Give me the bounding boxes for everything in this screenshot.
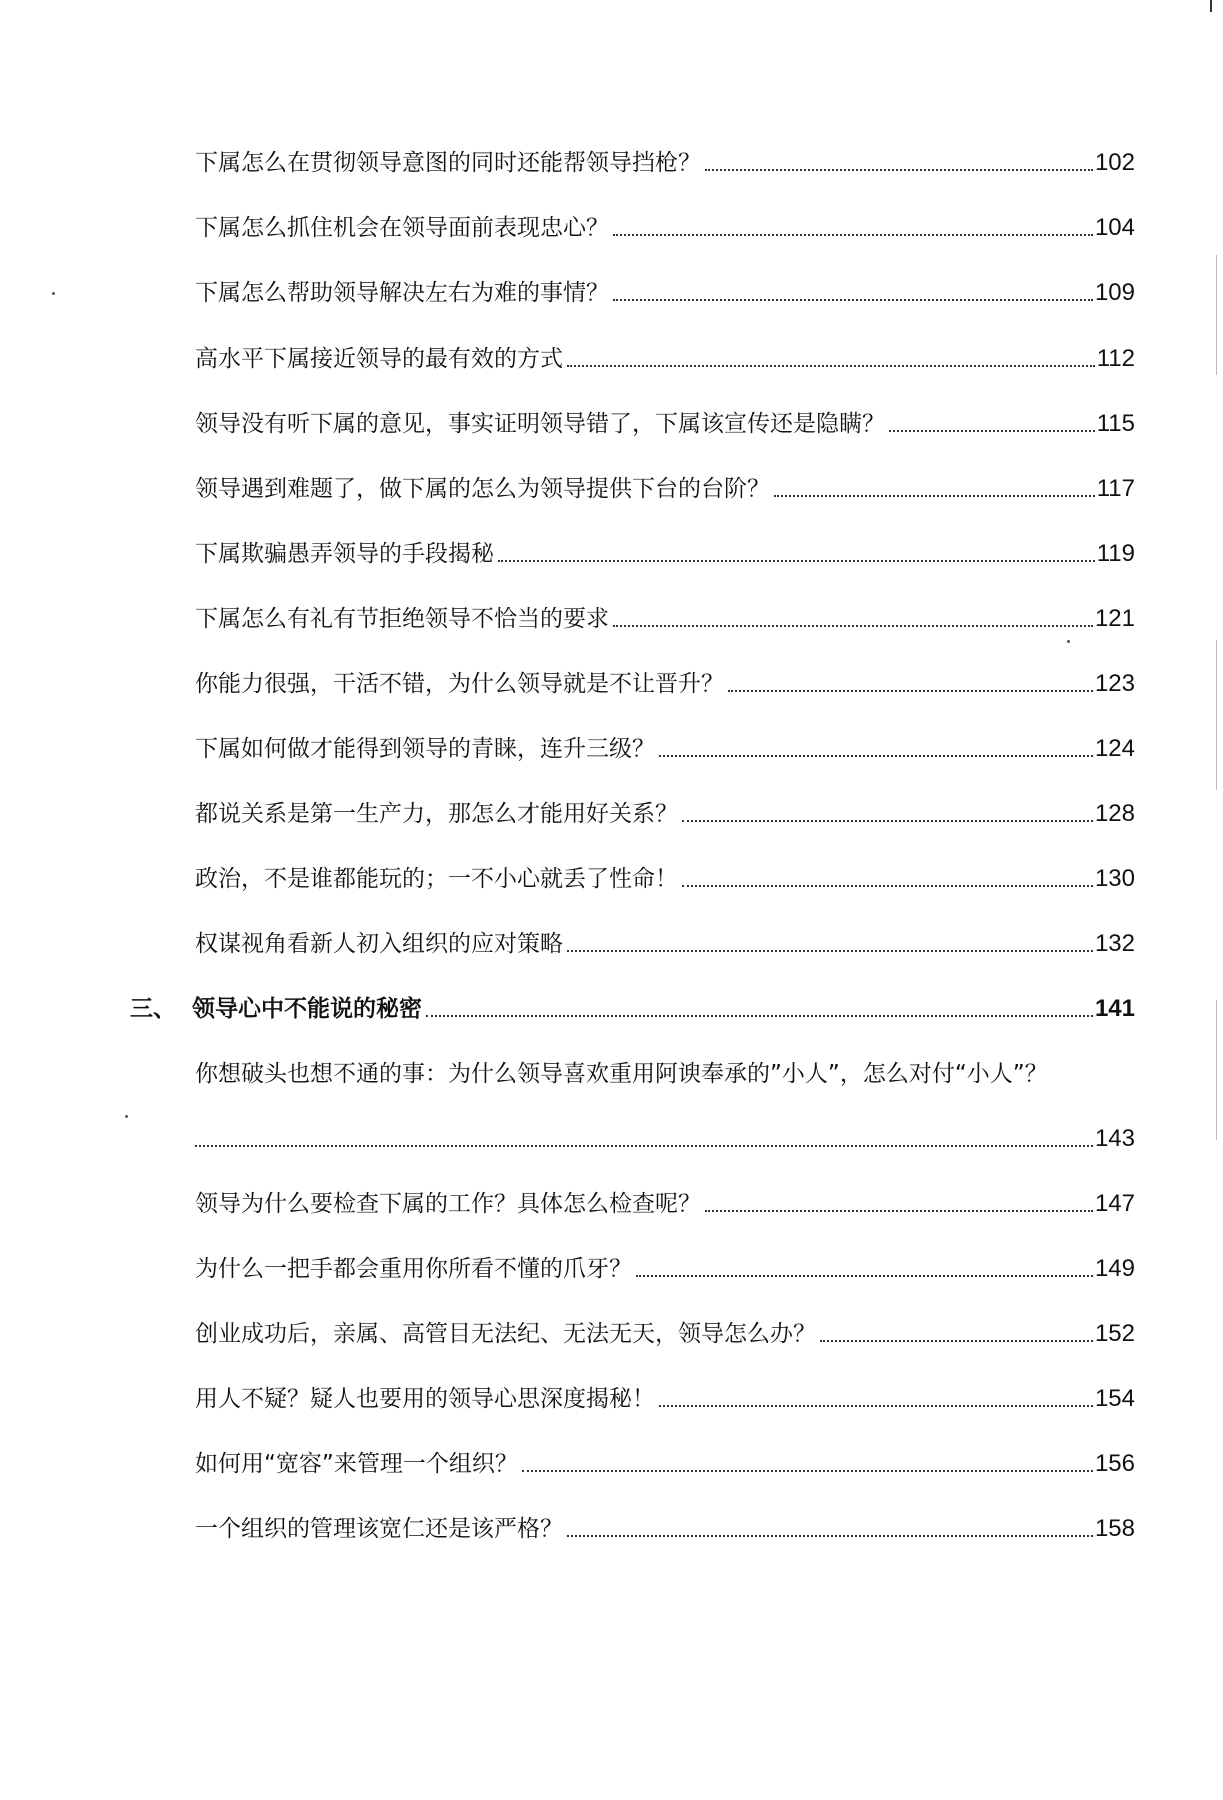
toc-entry-title: 领导没有听下属的意见，事实证明领导错了，下属该宣传还是隐瞒？ bbox=[195, 411, 885, 437]
toc-entry-page: 117 bbox=[1096, 475, 1135, 502]
dot-leader bbox=[659, 755, 1093, 757]
dot-leader bbox=[567, 1535, 1093, 1537]
section-number: 三、 bbox=[130, 996, 176, 1022]
toc-entry bbox=[195, 138, 1135, 178]
toc-entry-title: 下属怎么有礼有节拒绝领导不恰当的要求 bbox=[195, 606, 609, 632]
toc-entry-title: 高水平下属接近领导的最有效的方式 bbox=[195, 346, 563, 372]
scan-speck bbox=[125, 1115, 128, 1118]
dot-leader bbox=[498, 560, 1095, 562]
toc-entry bbox=[195, 659, 1135, 699]
toc-entry-title: 一个组织的管理该宽仁还是该严格？ bbox=[195, 1516, 563, 1542]
dot-leader bbox=[195, 1145, 1093, 1147]
dot-leader bbox=[705, 169, 1093, 171]
toc-entry-page: 121 bbox=[1094, 605, 1135, 632]
dot-leader bbox=[889, 430, 1095, 432]
toc-entry-title: 你想破头也想不通的事：为什么领导喜欢重用阿谀奉承的”小人”，怎么对付“小人”？ bbox=[195, 1061, 1048, 1087]
toc-entry-page: 156 bbox=[1094, 1450, 1135, 1477]
toc-entry-page: 152 bbox=[1094, 1320, 1135, 1347]
toc-entry bbox=[195, 268, 1135, 308]
toc-entry-page: 130 bbox=[1094, 865, 1135, 892]
toc-entry bbox=[195, 594, 1135, 634]
toc-entry-page: 149 bbox=[1094, 1255, 1135, 1282]
toc-entry-title: 领导遇到难题了，做下属的怎么为领导提供下台的台阶？ bbox=[195, 476, 770, 502]
toc-entry bbox=[195, 464, 1135, 504]
toc-entry-page: 147 bbox=[1094, 1190, 1135, 1217]
toc-entry-page: 158 bbox=[1094, 1515, 1135, 1542]
toc-section-heading bbox=[130, 984, 1135, 1024]
toc-entry-page: 143 bbox=[1094, 1125, 1135, 1152]
dot-leader bbox=[636, 1275, 1093, 1277]
scan-edge-line bbox=[1216, 640, 1217, 790]
toc-entry bbox=[195, 724, 1135, 764]
toc-entry-page: 128 bbox=[1094, 800, 1135, 827]
toc-entry-long bbox=[195, 1049, 1135, 1089]
toc-entry-page: 123 bbox=[1094, 670, 1135, 697]
toc-entry bbox=[195, 399, 1135, 439]
dot-leader bbox=[426, 1015, 1093, 1017]
toc-entry-page: 102 bbox=[1094, 149, 1135, 176]
toc-entry bbox=[195, 1374, 1135, 1414]
toc-entry-title: 都说关系是第一生产力，那怎么才能用好关系？ bbox=[195, 801, 678, 827]
dot-leader bbox=[774, 495, 1095, 497]
toc-entry bbox=[195, 1439, 1135, 1479]
dot-leader bbox=[522, 1470, 1093, 1472]
toc-entry-title: 权谋视角看新人初入组织的应对策略 bbox=[195, 931, 563, 957]
toc-entry-title: 你能力很强，干活不错，为什么领导就是不让晋升？ bbox=[195, 671, 724, 697]
toc-entry-title: 如何用“宽容”来管理一个组织？ bbox=[195, 1451, 518, 1477]
toc-entry-title: 下属怎么抓住机会在领导面前表现忠心？ bbox=[195, 215, 609, 241]
scan-speck bbox=[1067, 640, 1070, 643]
toc-entry-page: 112 bbox=[1096, 345, 1135, 372]
section-page: 141 bbox=[1094, 995, 1135, 1022]
toc-entry bbox=[195, 1244, 1135, 1284]
toc-entry bbox=[195, 789, 1135, 829]
scan-edge-line bbox=[1216, 1000, 1217, 1140]
toc-entry bbox=[195, 1504, 1135, 1544]
dot-leader bbox=[659, 1405, 1093, 1407]
dot-leader bbox=[682, 885, 1093, 887]
dot-leader bbox=[728, 690, 1093, 692]
toc-entry-title: 领导为什么要检查下属的工作？具体怎么检查呢？ bbox=[195, 1191, 701, 1217]
scan-speck bbox=[52, 292, 55, 295]
toc-entry bbox=[195, 334, 1135, 374]
toc-entry-title: 政治，不是谁都能玩的；一不小心就丢了性命！ bbox=[195, 866, 678, 892]
toc-entry-page: 115 bbox=[1096, 410, 1135, 437]
toc-entry bbox=[195, 919, 1135, 959]
toc-entry-title: 为什么一把手都会重用你所看不懂的爪牙？ bbox=[195, 1256, 632, 1282]
toc-entry-title: 用人不疑？疑人也要用的领导心思深度揭秘！ bbox=[195, 1386, 655, 1412]
toc-entry-page: 109 bbox=[1094, 279, 1135, 306]
toc-entry bbox=[195, 854, 1135, 894]
dot-leader bbox=[613, 234, 1093, 236]
scan-edge-line bbox=[1216, 255, 1217, 375]
toc-entry-page: 132 bbox=[1094, 930, 1135, 957]
toc-entry-title: 下属怎么在贯彻领导意图的同时还能帮领导挡枪？ bbox=[195, 150, 701, 176]
toc-entry bbox=[195, 529, 1135, 569]
toc-entry-title: 下属如何做才能得到领导的青睐，连升三级？ bbox=[195, 736, 655, 762]
toc-entry bbox=[195, 1179, 1135, 1219]
dot-leader bbox=[567, 365, 1095, 367]
dot-leader bbox=[705, 1210, 1093, 1212]
scan-edge-mark bbox=[1210, 0, 1212, 12]
dot-leader bbox=[567, 950, 1093, 952]
toc-entry-title: 下属欺骗愚弄领导的手段揭秘 bbox=[195, 541, 494, 567]
toc-entry-page: 119 bbox=[1096, 540, 1135, 567]
toc-entry-title: 创业成功后，亲属、高管目无法纪、无法无天，领导怎么办？ bbox=[195, 1321, 816, 1347]
toc-entry-page: 104 bbox=[1094, 214, 1135, 241]
dot-leader bbox=[613, 625, 1093, 627]
toc-entry-continuation bbox=[195, 1114, 1135, 1154]
dot-leader bbox=[613, 299, 1093, 301]
dot-leader bbox=[820, 1340, 1093, 1342]
toc-entry bbox=[195, 1309, 1135, 1349]
toc-entry-page: 154 bbox=[1094, 1385, 1135, 1412]
toc-entry bbox=[195, 203, 1135, 243]
section-title: 领导心中不能说的秘密 bbox=[192, 996, 422, 1022]
toc-entry-page: 124 bbox=[1094, 735, 1135, 762]
toc-entry-title: 下属怎么帮助领导解决左右为难的事情？ bbox=[195, 280, 609, 306]
dot-leader bbox=[682, 820, 1093, 822]
